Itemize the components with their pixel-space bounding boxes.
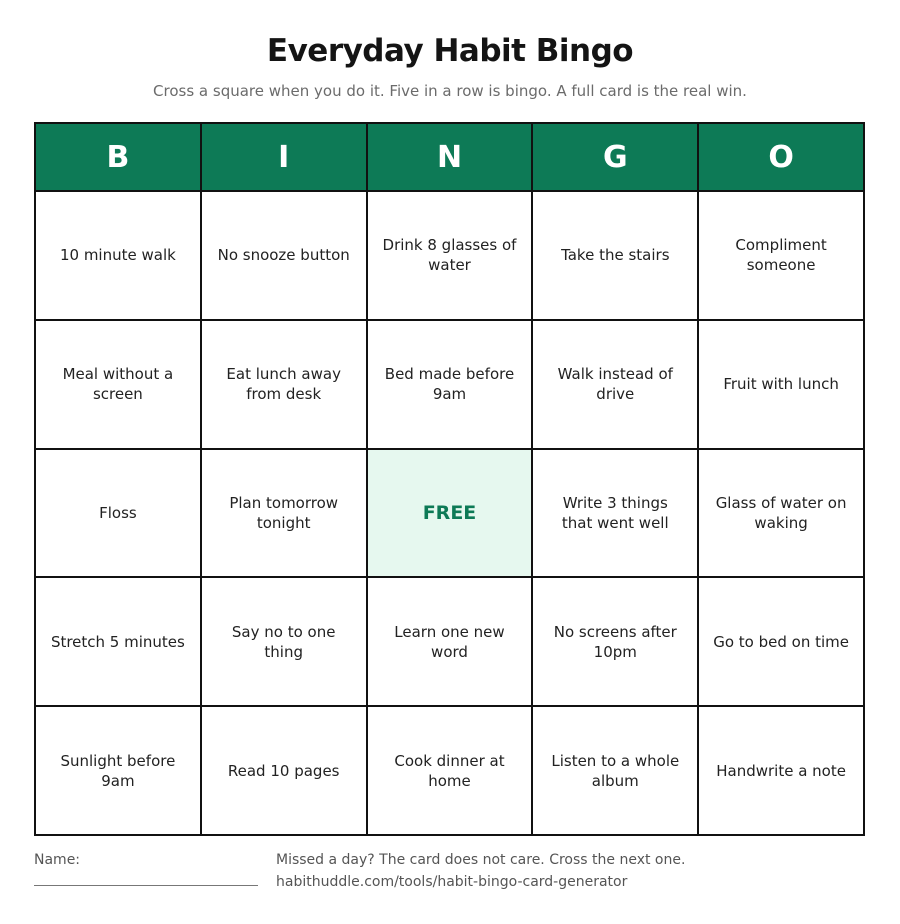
bingo-square[interactable]: Stretch 5 minutes [36,578,200,705]
footer-url: habithuddle.com/tools/habit-bingo-card-generator [276,874,628,890]
bingo-square[interactable]: Take the stairs [533,192,697,319]
header-letter-b: B [36,124,200,190]
header-letter-i: I [202,124,366,190]
bingo-square[interactable]: Meal without a screen [36,321,200,448]
name-line[interactable] [34,885,258,886]
name-label: Name: [34,852,81,868]
bingo-square[interactable]: Fruit with lunch [699,321,863,448]
header-letter-g: G [533,124,697,190]
free-square[interactable]: FREE [368,450,532,577]
page-subtitle: Cross a square when you do it. Five in a row is bingo. A full card is the real win. [153,82,747,100]
bingo-square[interactable]: Handwrite a note [699,707,863,834]
bingo-square[interactable]: Write 3 things that went well [533,450,697,577]
bingo-square[interactable]: Say no to one thing [202,578,366,705]
bingo-square[interactable]: No screens after 10pm [533,578,697,705]
bingo-square[interactable]: Compliment someone [699,192,863,319]
bingo-square[interactable]: Plan tomorrow tonight [202,450,366,577]
bingo-square[interactable]: Walk instead of drive [533,321,697,448]
bingo-square[interactable]: Cook dinner at home [368,707,532,834]
bingo-square[interactable]: No snooze button [202,192,366,319]
page-title: Everyday Habit Bingo [266,33,634,69]
bingo-square[interactable]: Sunlight before 9am [36,707,200,834]
bingo-square[interactable]: Read 10 pages [202,707,366,834]
bingo-square[interactable]: 10 minute walk [36,192,200,319]
bingo-board [34,122,865,836]
bingo-square[interactable]: Learn one new word [368,578,532,705]
bingo-square[interactable]: Eat lunch away from desk [202,321,366,448]
bingo-square[interactable]: Glass of water on waking [699,450,863,577]
header-letter-o: O [699,124,863,190]
header-letter-n: N [368,124,532,190]
footer-note: Missed a day? The card does not care. Cross the next one. [276,852,686,868]
bingo-square[interactable]: Bed made before 9am [368,321,532,448]
bingo-square[interactable]: Drink 8 glasses of water [368,192,532,319]
bingo-square[interactable]: Go to bed on time [699,578,863,705]
bingo-square[interactable]: Listen to a whole album [533,707,697,834]
bingo-square[interactable]: Floss [36,450,200,577]
